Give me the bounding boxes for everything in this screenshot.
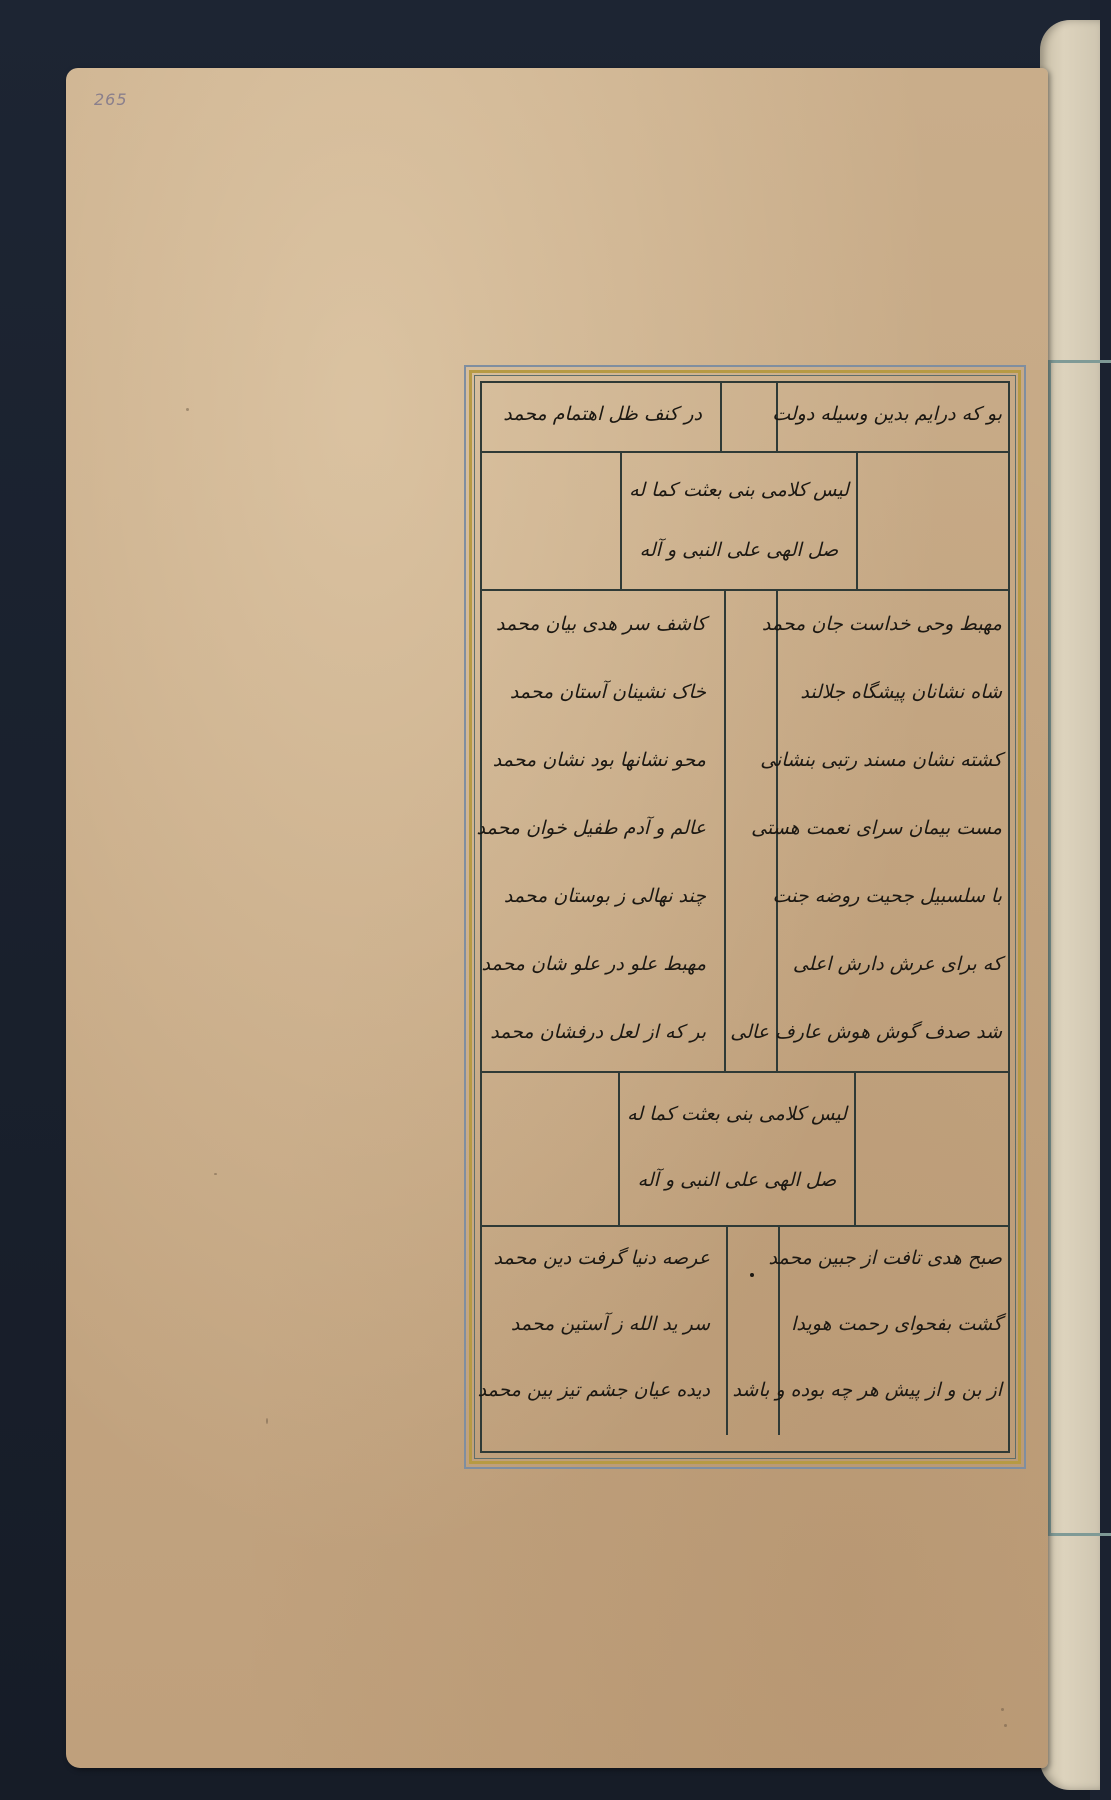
gutter-cell	[726, 1227, 778, 1435]
verse-line: از بن و از پیش هر چه بوده و باشد	[732, 1379, 1002, 1401]
next-folio-edge	[1040, 20, 1100, 1790]
refrain-cell	[620, 453, 858, 589]
folio-number: 265	[94, 90, 128, 109]
verse-line: مهبط علو در علو شان محمد	[481, 953, 706, 975]
ink-dot	[750, 1273, 754, 1277]
hemistich-right	[772, 383, 1008, 451]
verse-line: مهبط وحی خداست جان محمد	[761, 613, 1002, 635]
verse-line: دیده عیان جشم تیز بین محمد	[477, 1379, 710, 1401]
gold-ruling	[469, 370, 1021, 1464]
verse-line: شاه نشانان پیشگاه جلالند	[800, 681, 1002, 703]
paper-speck	[1001, 1708, 1004, 1711]
refrain-line: صل الهی علی النبی و آله	[639, 539, 839, 561]
verse-block-2	[477, 1227, 1008, 1435]
verse-line: در کنف ظل اهتمام محمد	[503, 403, 702, 425]
manuscript-folio	[66, 68, 1048, 1768]
verse-line: مست بیمان سرای نعمت هستی	[751, 817, 1002, 839]
verse-block-1	[476, 591, 1008, 1073]
paper-speck	[1004, 1724, 1007, 1727]
verse-line: عرصه دنیا گرفت دین محمد	[493, 1247, 710, 1269]
refrain-row-1	[482, 453, 1008, 591]
verse-line: بو که درایم بدین وسیله دولت	[772, 403, 1002, 425]
verse-grid	[476, 381, 1010, 1453]
verse-line: صبح هدی تافت از جبین محمد	[768, 1247, 1002, 1269]
refrain-line: صل الهی علی النبی و آله	[637, 1169, 837, 1191]
verse-line: شد صدف گوش هوش عارف عالی	[730, 1021, 1002, 1043]
verse-row-1	[482, 383, 1008, 453]
paper-speck	[214, 1173, 217, 1175]
verse-line: که برای عرش دارش اعلی	[792, 953, 1002, 975]
refrain-cell	[618, 1073, 856, 1225]
verse-line: کشته نشان مسند رتبی بنشانی	[760, 749, 1002, 771]
verse-line: خاک نشینان آستان محمد	[509, 681, 706, 703]
verse-line: با سلسبیل جحیت روضه جنت	[772, 885, 1002, 907]
verse-line: بر که از لعل درفشان محمد	[490, 1021, 706, 1043]
verse-line: سر ید الله ز آستین محمد	[510, 1313, 710, 1335]
column-right	[730, 591, 1008, 1071]
column-left	[477, 1227, 716, 1435]
paper-speck	[266, 1418, 268, 1424]
column-left	[476, 591, 712, 1071]
next-folio-frame-edge	[1048, 360, 1111, 1536]
refrain-row-2	[482, 1073, 1008, 1227]
verse-line: کاشف سر هدی بیان محمد	[495, 613, 706, 635]
verse-line: عالم و آدم طفیل خوان محمد	[476, 817, 706, 839]
verse-line: گشت بفحوای رحمت هویدا	[791, 1313, 1002, 1335]
refrain-line: لیس کلامی بنی بعثت کما له	[627, 1103, 847, 1125]
gutter-cell	[724, 591, 776, 1071]
paper-speck	[186, 408, 189, 411]
verse-line: چند نهالی ز بوستان محمد	[503, 885, 706, 907]
hemistich-left	[482, 383, 708, 451]
refrain-line: لیس کلامی بنی بعثت کما له	[629, 479, 849, 501]
gutter-cell	[720, 383, 776, 451]
verse-line: محو نشانها بود نشان محمد	[492, 749, 706, 771]
text-frame	[464, 365, 1026, 1469]
column-right	[732, 1227, 1008, 1435]
